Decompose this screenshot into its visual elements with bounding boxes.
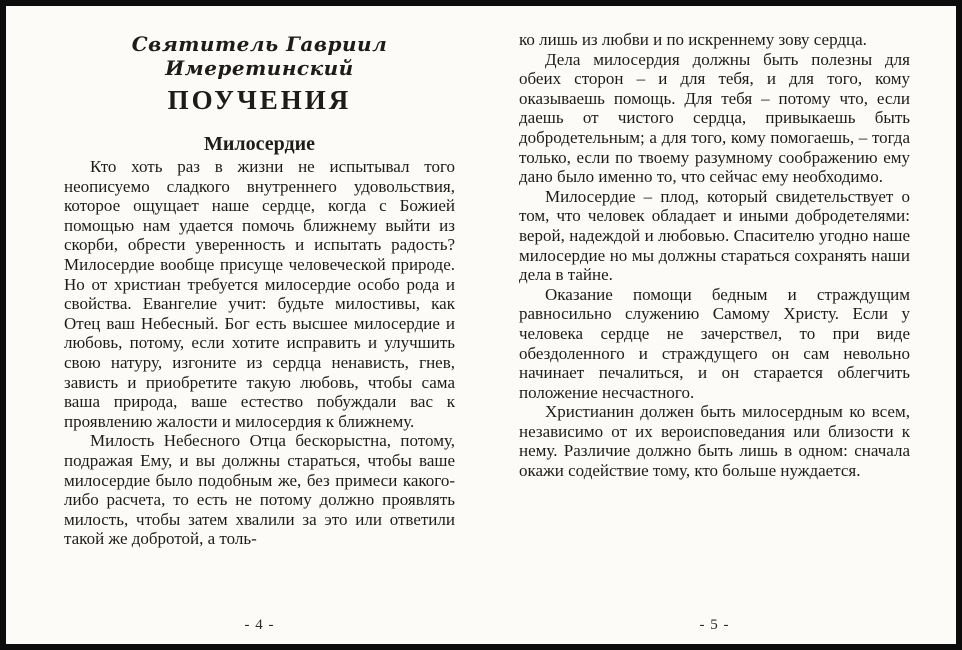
page-right xyxy=(481,6,956,644)
paragraph: Христианин должен быть милосердным ко всем, независимо от их вероисповедания или близости к нему. Различие должно быть лишь в одном: сначала окажи содействие тому, кто больше нуждается. xyxy=(519,402,910,481)
author-line: Святитель Гавриил Имеретинский xyxy=(131,32,388,80)
paragraph: Оказание помощи бедным и страждущим равносильно служению Самому Христу. Если у человека сердце не зачерствел, то при виде обездоленного и страждущего он сам невольно начинает печалиться, и он старается облегчить положение несчастного. xyxy=(519,284,910,402)
paragraph: Кто хоть раз в жизни не испытывал того неописуемо сладкого внутреннего удовольствия, которое ощущает наше сердце, когда с Божией помощью нам удается помочь ближнему выйти из скорби, обрести уверенность и испытать радость? Милосердие вообще присуще человеческой природе. Но от христиан требуется милосердие особо рода и свойства. Евангелие учит: будьте милостивы, как Отец ваш Небесный. Бог есть высшее милосердие и любовь, потому, если хотите исправить и улучшить свою натуру, изгоните из сердца ненависть, гнев, зависть и приобретите такую любовь, чтобы сама ваша природа, ваше естество побуждали вас к проявлению жалости и милосердия к ближнему. xyxy=(64,157,455,431)
paragraph: Милость Небесного Отца бескорыстна, потому, подражая Ему, и вы должны стараться, чтобы ваше милосердие было подобным же, без примеси какого-либо расчета, то есть не потому должно проявлять милость, чтобы затем хвалили за это или ответили такой же добротой, а толь- xyxy=(64,431,455,549)
page-left xyxy=(6,6,481,644)
paragraph: ко лишь из любви и по искреннему зову сердца. xyxy=(519,30,867,49)
section-heading: Милосердие xyxy=(204,133,315,155)
paragraph: Дела милосердия должны быть полезны для обеих сторон – и для тебя, и для того, кому оказываешь помощь. Для тебя – потому что, если даешь от чистого сердца, привыкаешь быть добродетельным; а для того, кому помогаешь, – тогда только, если по твоему разумному соображению ему дано было именно то, что сейчас ему необходимо. xyxy=(519,49,910,187)
page-number-left: - 4 - xyxy=(244,617,275,633)
page-number-right: - 5 - xyxy=(699,617,730,633)
book-title: ПОУЧЕНИЯ xyxy=(167,85,352,115)
paragraph: Милосердие – плод, который свидетельствует о том, что человек обладает и иными добродетелями: верой, надеждой и любовью. Спасителю угодно наше милосердие но мы должны стараться сохранять наши дела в тайне. xyxy=(519,186,910,285)
